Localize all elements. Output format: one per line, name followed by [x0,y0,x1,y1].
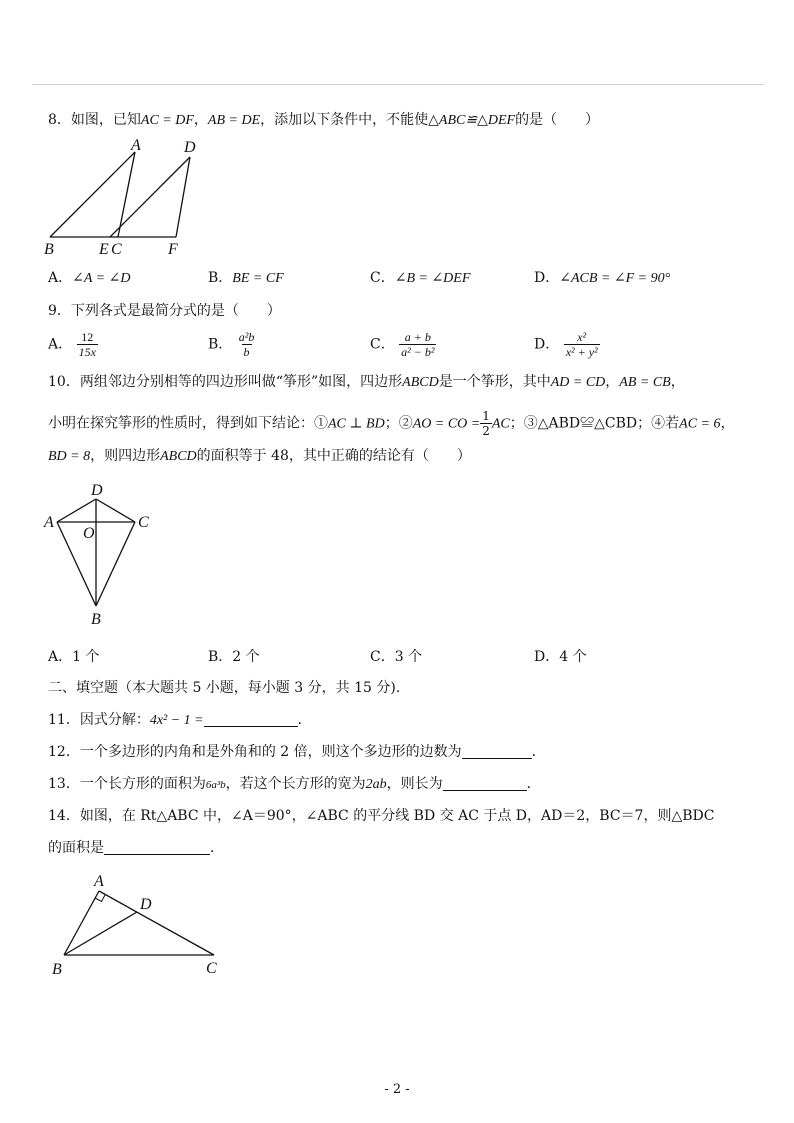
section-2-heading: 二、填空题（本大题共 5 小题，每小题 3 分，共 15 分). [48,680,401,696]
q10-line-3: BD = 8，则四边形ABCD的面积等于 48，其中正确的结论有（ ） [48,448,471,464]
q8-label-a: A [131,137,141,154]
q14-answer-blank[interactable] [104,839,210,855]
q10-kite-figure [40,478,160,628]
q11-stem: 11．因式分解：4x² − 1 = ． [48,712,312,728]
q8-label-f: F [168,241,178,258]
q14-triangle-figure [44,866,244,986]
q8-label-e: E [99,241,109,258]
q14-line-1: 14．如图，在 Rt△ABC 中，∠A＝90°，∠ABC 的平分线 BD 交 AC 于点 D，AD＝2，BC＝7，则△BDC [48,808,715,824]
q14-label-d: D [140,896,152,913]
q10-label-c: C [138,514,149,531]
q9-option-b[interactable]: B． $\frac{\text{a²b}}{b}$ [208,330,255,359]
q9-fraction-d: $\frac{\text{x²}}{\text{x² + y²}}$ [565,330,598,359]
q9-fraction-a: $\frac{12}{15x}$ [78,330,96,359]
q13-answer-blank[interactable] [443,775,527,791]
q10-option-d[interactable]: D．4 个 [534,649,587,665]
q8-label-c: C [111,241,122,258]
q10-label-b: B [91,611,101,628]
q10-line-1: 10．两组邻边分别相等的四边形叫做“筝形”如图，四边形ABCD是一个筝形，其中AD = CD，AB = CB， [48,374,685,390]
q9-option-c[interactable]: C． $\frac{a + b}{\text{a² − b²}}$ [370,330,435,359]
q9-fraction-b: $\frac{\text{a²b}}{b}$ [238,330,255,359]
q8-option-d[interactable]: D．∠ACB = ∠F = 90° [534,270,671,286]
q13-stem: 13．一个长方形的面积为6a³b，若这个长方形的宽为2ab，则长为 ． [48,776,541,792]
q9-option-a[interactable]: A． $\frac{12}{15x}$ [48,330,96,359]
q10-label-a: A [44,514,54,531]
q11-answer-blank[interactable] [204,711,298,727]
page-number: - 2 - [384,1082,410,1097]
header-rule [32,84,764,85]
q10-option-b[interactable]: B．2 个 [208,649,260,665]
q14-label-b: B [52,961,62,978]
q12-stem: 12．一个多边形的内角和是外角和的 2 倍，则这个多边形的边数为 ． [48,744,546,760]
q9-stem: 9．下列各式是最简分式的是（ ） [48,303,281,319]
q8-label-b: B [44,241,54,258]
q10-label-o: O [83,525,95,542]
q9-fraction-c: $\frac{a + b}{\text{a² − b²}}$ [401,330,435,359]
q14-label-a: A [94,873,104,890]
q8-figure [40,136,210,260]
q9-option-d[interactable]: D． $\frac{\text{x²}}{\text{x² + y²}}$ [534,330,598,359]
q10-option-c[interactable]: C．3 个 [370,649,423,665]
q14-line-2: 的面积是 ． [48,840,224,856]
q8-option-c[interactable]: C．∠B = ∠DEF [370,270,471,286]
q14-label-c: C [206,960,217,977]
q8-option-a[interactable]: A．∠A = ∠D [48,270,131,286]
q10-label-d: D [91,482,103,499]
q12-answer-blank[interactable] [462,743,532,759]
q8-stem: 8．如图，已知AC = DF，AB = DE，添加以下条件中，不能使△ABC≌△DEF的是（ ） [48,112,600,128]
q10-line-2: 小明在探究筝形的性质时，得到如下结论：①AC ⊥ BD；②AO = CO = $\frac{1}{2}$ AC；③△ABD≌△CBD；④若AC = 6， [48,409,735,438]
q8-label-d: D [184,139,196,156]
q8-option-b[interactable]: B．BE = CF [208,270,284,286]
q10-half-fraction: $\frac{1}{2}$ [482,409,490,438]
q10-option-a[interactable]: A．1 个 [48,649,100,665]
